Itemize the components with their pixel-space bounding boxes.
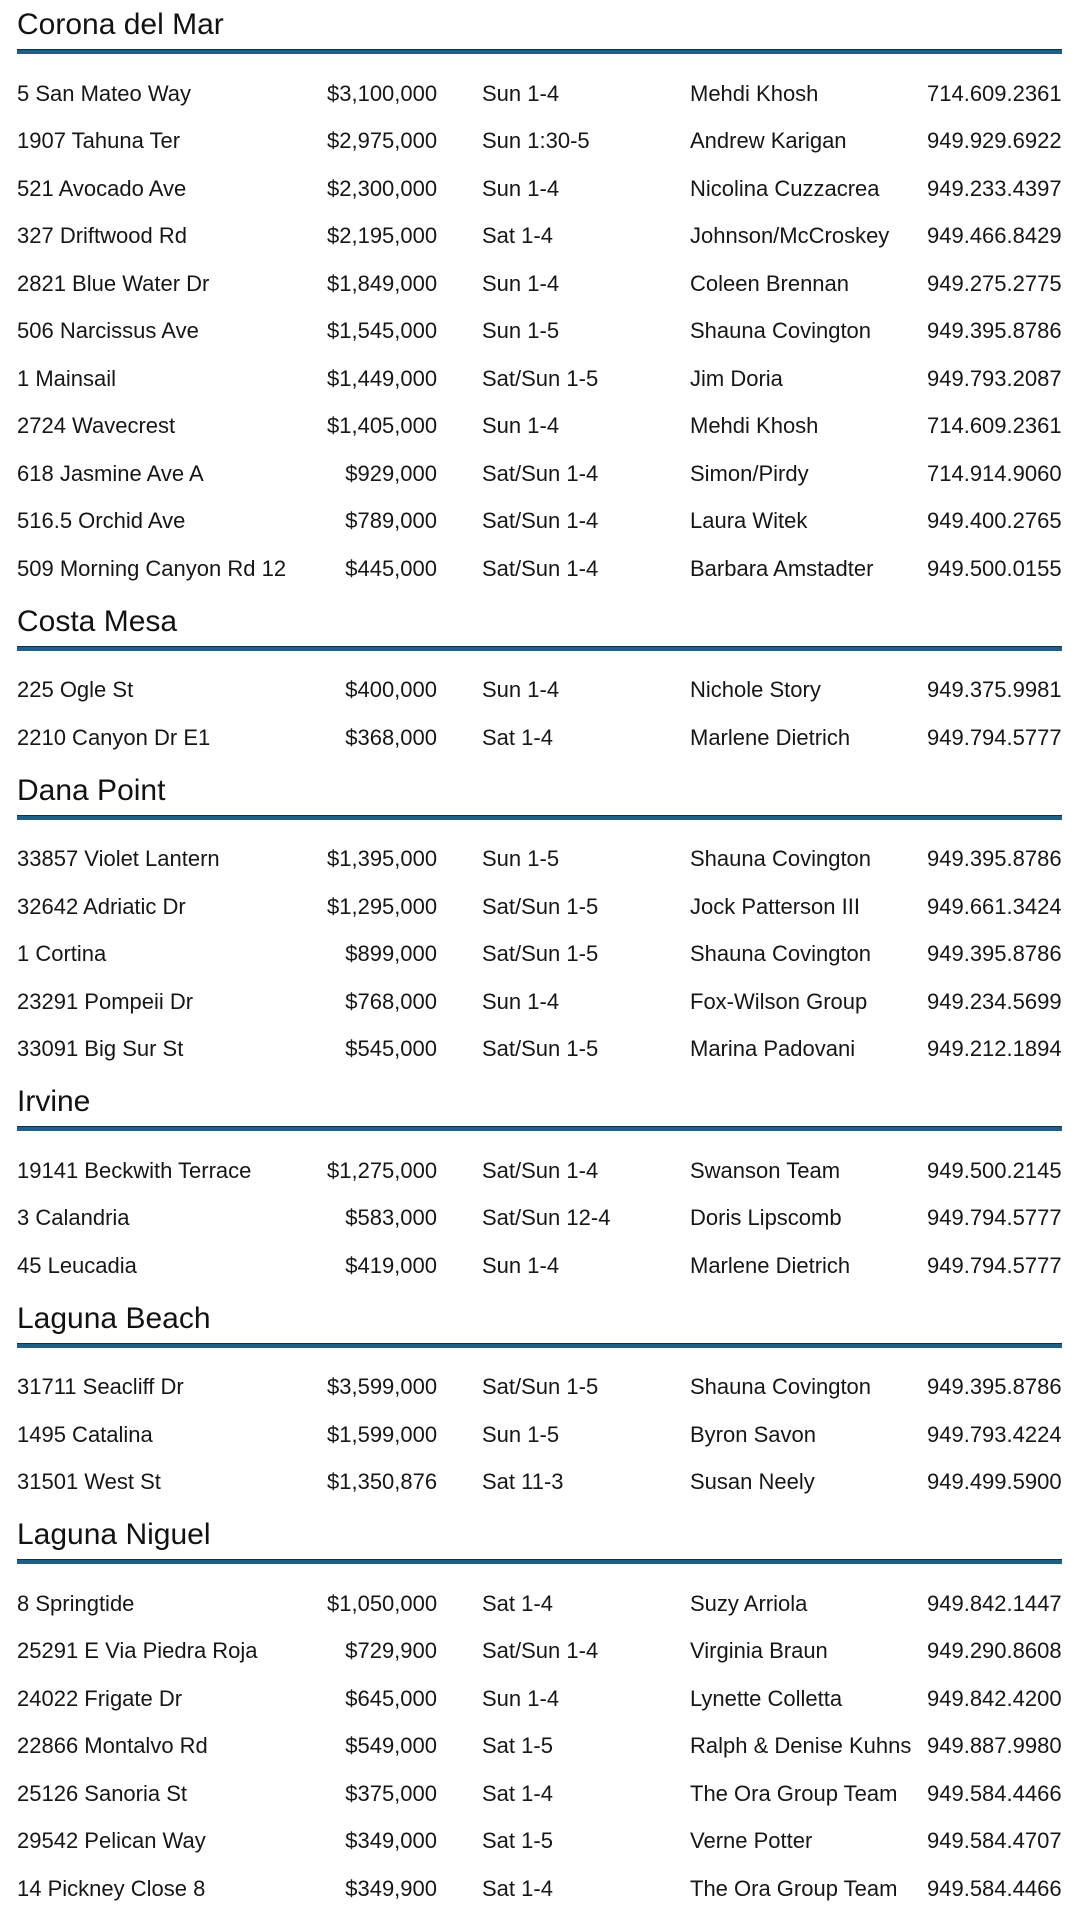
listing-row <box>17 1865 1062 1913</box>
listing-row <box>17 450 1062 498</box>
listing-row <box>17 1459 1062 1507</box>
listing-address: 506 Narcissus Ave <box>17 318 199 344</box>
listing-phone: 949.584.4466 <box>927 1780 1062 1806</box>
listing-price: $445,000 <box>345 555 437 581</box>
listing-address: 5 San Mateo Way <box>17 80 192 106</box>
section-rows <box>17 1580 1062 1913</box>
listing-open-house-time: Sat 1-4 <box>482 223 553 249</box>
section-rows <box>17 1147 1062 1290</box>
listing-open-house-time: Sat/Sun 1-5 <box>482 365 599 391</box>
listing-phone: 949.584.4707 <box>927 1828 1062 1854</box>
listing-price: $1,545,000 <box>327 318 438 344</box>
listing-agent: Andrew Karigan <box>690 128 847 154</box>
listing-address: 521 Avocado Ave <box>17 175 187 201</box>
listing-agent: Jock Patterson III <box>690 893 860 919</box>
listing-row <box>17 1411 1062 1459</box>
listing-phone: 714.914.9060 <box>927 460 1062 486</box>
listing-phone: 949.400.2765 <box>927 508 1062 534</box>
listing-address: 2210 Canyon Dr E1 <box>17 724 211 750</box>
listing-agent: Susan Neely <box>690 1469 815 1495</box>
listing-row <box>17 1026 1062 1074</box>
section-rule-divider <box>17 49 1062 54</box>
listing-agent: Marina Padovani <box>690 1036 856 1062</box>
listing-open-house-time: Sun 1-4 <box>482 270 560 296</box>
listing-open-house-time: Sat/Sun 12-4 <box>482 1205 611 1231</box>
city-section-title: Dana Point <box>17 773 166 807</box>
listing-row <box>17 1364 1062 1412</box>
listing-address: 31501 West St <box>17 1469 161 1495</box>
listing-address: 2724 Wavecrest <box>17 413 176 439</box>
listing-agent: Shauna Covington <box>690 846 872 872</box>
listing-agent: Doris Lipscomb <box>690 1205 842 1231</box>
listing-row <box>17 545 1062 593</box>
listing-price: $1,295,000 <box>327 893 438 919</box>
section-rows <box>17 1364 1062 1507</box>
listing-open-house-time: Sat 1-4 <box>482 1590 553 1616</box>
city-section-title: Laguna Beach <box>17 1301 211 1335</box>
listing-row <box>17 213 1062 261</box>
listing-open-house-time: Sun 1-4 <box>482 677 560 703</box>
listing-phone: 949.500.2145 <box>927 1157 1062 1183</box>
section-rule-divider <box>17 1126 1062 1131</box>
city-section-title: Laguna Niguel <box>17 1518 211 1551</box>
listing-address: 1495 Catalina <box>17 1421 153 1447</box>
listing-price: $375,000 <box>345 1780 437 1806</box>
listing-open-house-time: Sat/Sun 1-4 <box>482 508 599 534</box>
listing-row <box>17 118 1062 166</box>
listing-phone: 714.609.2361 <box>927 413 1062 439</box>
listing-price: $349,900 <box>345 1875 437 1901</box>
listing-phone: 949.887.9980 <box>927 1733 1062 1759</box>
listing-phone: 949.842.1447 <box>927 1590 1062 1616</box>
section-rule-divider <box>17 1343 1062 1348</box>
listing-open-house-time: Sun 1-4 <box>482 988 560 1014</box>
city-section <box>17 6 1062 593</box>
listing-address: 225 Ogle St <box>17 677 134 703</box>
listing-price: $929,000 <box>345 460 437 486</box>
listing-price: $1,849,000 <box>327 270 438 296</box>
listing-agent: Suzy Arriola <box>690 1590 808 1616</box>
listing-price: $368,000 <box>345 724 437 750</box>
listing-price: $645,000 <box>345 1685 437 1711</box>
listing-open-house-time: Sat/Sun 1-4 <box>482 1157 599 1183</box>
listing-open-house-time: Sun 1-4 <box>482 1252 560 1278</box>
listing-agent: Barbara Amstadter <box>690 555 874 581</box>
listing-agent: Simon/Pirdy <box>690 460 809 486</box>
listing-address: 19141 Beckwith Terrace <box>17 1157 252 1183</box>
listing-phone: 949.233.4397 <box>927 175 1062 201</box>
listing-price: $2,195,000 <box>327 223 438 249</box>
listing-agent: Marlene Dietrich <box>690 1252 851 1278</box>
section-rows <box>17 667 1062 762</box>
listing-price: $1,599,000 <box>327 1421 438 1447</box>
listing-phone: 949.234.5699 <box>927 988 1062 1014</box>
listing-address: 1 Mainsail <box>17 365 117 391</box>
listing-row <box>17 1242 1062 1290</box>
listing-open-house-time: Sun 1-4 <box>482 1685 560 1711</box>
listing-address: 25291 E Via Piedra Roja <box>17 1638 258 1664</box>
listing-address: 618 Jasmine Ave A <box>17 460 204 486</box>
listing-open-house-time: Sat 1-5 <box>482 1733 553 1759</box>
section-rule-divider <box>17 646 1062 651</box>
listing-row <box>17 403 1062 451</box>
listing-price: $419,000 <box>345 1252 437 1278</box>
listing-price: $2,300,000 <box>327 175 438 201</box>
listing-open-house-time: Sun 1-4 <box>482 413 560 439</box>
listing-agent: The Ora Group Team <box>690 1875 898 1901</box>
listing-phone: 949.275.2775 <box>927 270 1062 296</box>
listing-address: 31711 Seacliff Dr <box>17 1374 184 1400</box>
listing-phone: 949.842.4200 <box>927 1685 1062 1711</box>
listing-price: $2,975,000 <box>327 128 438 154</box>
listing-price: $899,000 <box>345 941 437 967</box>
listing-address: 25126 Sanoria St <box>17 1780 188 1806</box>
listing-phone: 949.794.5777 <box>927 724 1062 750</box>
listing-price: $729,900 <box>345 1638 437 1664</box>
listing-row <box>17 355 1062 403</box>
listing-agent: Laura Witek <box>690 508 808 534</box>
listing-row <box>17 883 1062 931</box>
listing-row <box>17 1818 1062 1866</box>
listing-row <box>17 1195 1062 1243</box>
listing-phone: 714.609.2361 <box>927 80 1062 106</box>
listing-open-house-time: Sun 1-4 <box>482 80 560 106</box>
listing-open-house-time: Sat 1-4 <box>482 1875 553 1901</box>
listing-phone: 949.661.3424 <box>927 893 1062 919</box>
listing-price: $768,000 <box>345 988 437 1014</box>
section-rule-divider <box>17 1559 1062 1564</box>
listing-address: 2821 Blue Water Dr <box>17 270 210 296</box>
listing-phone: 949.395.8786 <box>927 846 1062 872</box>
listing-address: 22866 Montalvo Rd <box>17 1733 208 1759</box>
city-section <box>17 772 1062 1074</box>
listing-address: 509 Morning Canyon Rd 12 <box>17 555 287 581</box>
listing-phone: 949.794.5777 <box>927 1205 1062 1231</box>
listing-open-house-time: Sat 11-3 <box>482 1469 564 1495</box>
city-section <box>17 603 1062 762</box>
listing-address: 327 Driftwood Rd <box>17 223 187 249</box>
listing-price: $583,000 <box>345 1205 437 1231</box>
listing-open-house-time: Sat 1-5 <box>482 1828 553 1854</box>
listing-agent: Nicolina Cuzzacrea <box>690 175 880 201</box>
section-rows <box>17 70 1062 593</box>
listing-open-house-time: Sat 1-4 <box>482 724 553 750</box>
listing-agent: Ralph & Denise Kuhns <box>690 1733 912 1759</box>
listing-open-house-time: Sun 1-4 <box>482 175 560 201</box>
listing-open-house-time: Sat/Sun 1-4 <box>482 1638 599 1664</box>
listing-price: $549,000 <box>345 1733 437 1759</box>
listing-phone: 949.395.8786 <box>927 318 1062 344</box>
listing-phone: 949.212.1894 <box>927 1036 1062 1062</box>
listing-row <box>17 1770 1062 1818</box>
listing-phone: 949.793.2087 <box>927 365 1062 391</box>
listing-phone: 949.375.9981 <box>927 677 1062 703</box>
listing-agent: Swanson Team <box>690 1157 841 1183</box>
listing-open-house-time: Sat/Sun 1-5 <box>482 893 599 919</box>
listing-address: 33091 Big Sur St <box>17 1036 184 1062</box>
city-section <box>17 1516 1062 1913</box>
listing-phone: 949.929.6922 <box>927 128 1062 154</box>
listing-row <box>17 714 1062 762</box>
listing-row <box>17 1723 1062 1771</box>
listing-agent: The Ora Group Team <box>690 1780 898 1806</box>
listing-phone: 949.290.8608 <box>927 1638 1062 1664</box>
listing-row <box>17 260 1062 308</box>
listing-phone: 949.794.5777 <box>927 1252 1062 1278</box>
listing-price: $1,050,000 <box>327 1590 438 1616</box>
listing-price: $400,000 <box>345 677 437 703</box>
listing-phone: 949.499.5900 <box>927 1469 1062 1495</box>
listing-address: 8 Springtide <box>17 1590 135 1616</box>
listing-price: $349,000 <box>345 1828 437 1854</box>
listing-address: 45 Leucadia <box>17 1252 137 1278</box>
listing-row <box>17 1147 1062 1195</box>
listing-agent: Verne Potter <box>690 1828 813 1854</box>
listing-open-house-time: Sat/Sun 1-5 <box>482 941 599 967</box>
listing-price: $3,100,000 <box>327 80 438 106</box>
listing-address: 32642 Adriatic Dr <box>17 893 186 919</box>
listing-row <box>17 836 1062 884</box>
listing-agent: Nichole Story <box>690 677 821 703</box>
listing-address: 3 Calandria <box>17 1205 130 1231</box>
listing-address: 24022 Frigate Dr <box>17 1685 183 1711</box>
city-section-title: Costa Mesa <box>17 604 178 638</box>
listing-phone: 949.584.4466 <box>927 1875 1062 1901</box>
listing-row <box>17 308 1062 356</box>
listing-agent: Lynette Colletta <box>690 1685 843 1711</box>
listing-agent: Shauna Covington <box>690 941 872 967</box>
listing-agent: Johnson/McCroskey <box>690 223 890 249</box>
listing-price: $1,395,000 <box>327 846 438 872</box>
city-section-title: Irvine <box>17 1085 91 1118</box>
listing-row <box>17 1675 1062 1723</box>
listing-open-house-time: Sat/Sun 1-4 <box>482 460 599 486</box>
listing-open-house-time: Sun 1:30-5 <box>482 128 590 154</box>
listing-address: 33857 Violet Lantern <box>17 846 220 872</box>
listing-open-house-time: Sat/Sun 1-5 <box>482 1374 599 1400</box>
listing-address: 23291 Pompeii Dr <box>17 988 194 1014</box>
city-section-title: Corona del Mar <box>17 8 224 41</box>
listing-row <box>17 1628 1062 1676</box>
listing-price: $1,275,000 <box>327 1157 438 1183</box>
listing-agent: Shauna Covington <box>690 318 872 344</box>
listing-agent: Virginia Braun <box>690 1638 828 1664</box>
listing-agent: Mehdi Khosh <box>690 80 819 106</box>
listing-open-house-time: Sat/Sun 1-5 <box>482 1036 599 1062</box>
listing-agent: Fox-Wilson Group <box>690 988 868 1014</box>
listing-price: $3,599,000 <box>327 1374 438 1400</box>
listing-phone: 949.793.4224 <box>927 1421 1062 1447</box>
listing-agent: Coleen Brennan <box>690 270 850 296</box>
city-section <box>17 1300 1062 1507</box>
listing-phone: 949.500.0155 <box>927 555 1062 581</box>
section-rows <box>17 836 1062 1074</box>
listing-address: 29542 Pelican Way <box>17 1828 206 1854</box>
listing-price: $545,000 <box>345 1036 437 1062</box>
listing-address: 516.5 Orchid Ave <box>17 508 186 534</box>
listing-row <box>17 498 1062 546</box>
listing-price: $1,449,000 <box>327 365 438 391</box>
listing-address: 14 Pickney Close 8 <box>17 1875 206 1901</box>
listing-row <box>17 931 1062 979</box>
listing-open-house-time: Sat 1-4 <box>482 1780 553 1806</box>
listing-row <box>17 165 1062 213</box>
listing-agent: Jim Doria <box>690 365 783 391</box>
listing-row <box>17 667 1062 715</box>
listing-open-house-time: Sat/Sun 1-4 <box>482 555 599 581</box>
city-section <box>17 1083 1062 1290</box>
listing-address: 1 Cortina <box>17 941 107 967</box>
listing-price: $1,405,000 <box>327 413 438 439</box>
listing-agent: Marlene Dietrich <box>690 724 851 750</box>
listing-agent: Mehdi Khosh <box>690 413 819 439</box>
listing-row <box>17 1580 1062 1628</box>
listing-row <box>17 978 1062 1026</box>
listing-price: $789,000 <box>345 508 437 534</box>
listing-open-house-time: Sun 1-5 <box>482 846 560 872</box>
listing-phone: 949.395.8786 <box>927 1374 1062 1400</box>
listing-phone: 949.395.8786 <box>927 941 1062 967</box>
listing-agent: Shauna Covington <box>690 1374 872 1400</box>
listing-open-house-time: Sun 1-5 <box>482 1421 560 1447</box>
listing-open-house-time: Sun 1-5 <box>482 318 560 344</box>
listing-price: $1,350,876 <box>327 1469 438 1495</box>
listing-row <box>17 70 1062 118</box>
section-rule-divider <box>17 815 1062 820</box>
listing-address: 1907 Tahuna Ter <box>17 128 181 154</box>
listing-phone: 949.466.8429 <box>927 223 1062 249</box>
listing-agent: Byron Savon <box>690 1421 816 1447</box>
